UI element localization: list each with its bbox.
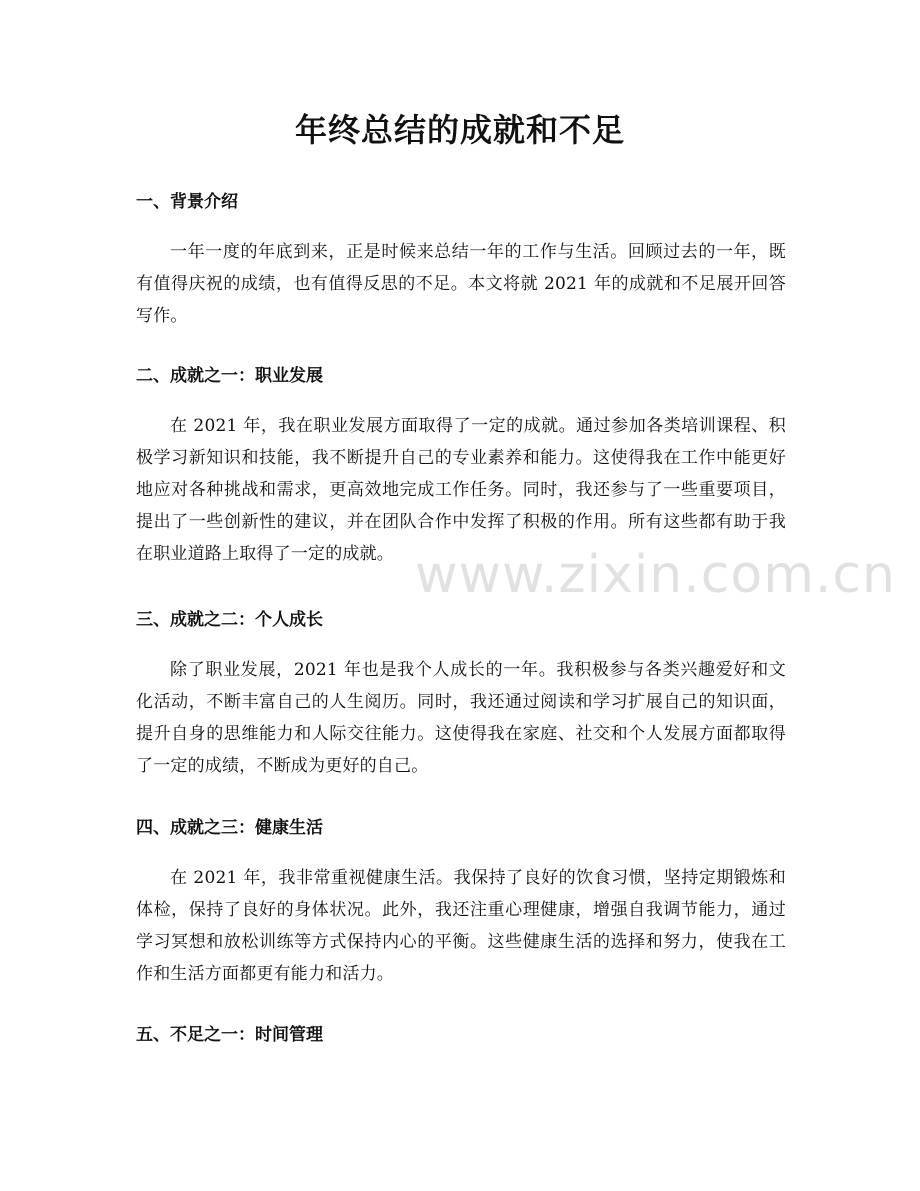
section-paragraph-healthy-life: 在 2021 年，我非常重视健康生活。我保持了良好的饮食习惯，坚持定期锻炼和体检，保持了良好的身体状况。此外，我还注重心理健康，增强自我调节能力，通过学习冥想和放松训练等方式保持内心的平衡。这些健康生活的选择和努力，使我在工作和生活方面都更有能力和活力。 [136, 868, 786, 984]
section-heading-career: 二、成就之一：职业发展 [136, 366, 323, 386]
section-paragraph-career: 在 2021 年，我在职业发展方面取得了一定的成就。通过参加各类培训课程、积极学习新知识和技能，我不断提升自己的专业素养和能力。这使得我在工作中能更好地应对各种挑战和需求，更高效地完成工作任务。同时，我还参与了一些重要项目，提出了一些创新性的建议，并在团队合作中发挥了积极的作用。所有这些都有助于我在职业道路上取得了一定的成就。 [136, 416, 786, 564]
section-paragraph-background: 一年一度的年底到来，正是时候来总结一年的工作与生活。回顾过去的一年，既有值得庆祝的成绩，也有值得反思的不足。本文将就 2021 年的成就和不足展开回答写作。 [136, 242, 786, 326]
document-title: 年终总结的成就和不足 [294, 111, 625, 149]
section-heading-personal-growth: 三、成就之二：个人成长 [136, 610, 323, 630]
section-heading-time-management: 五、不足之一：时间管理 [136, 1025, 323, 1045]
section-heading-healthy-life: 四、成就之三：健康生活 [136, 818, 323, 838]
watermark: www.zixin.com.cn [415, 545, 896, 605]
section-paragraph-personal-growth: 除了职业发展，2021 年也是我个人成长的一年。我积极参与各类兴趣爱好和文化活动，不断丰富自己的人生阅历。同时，我还通过阅读和学习扩展自己的知识面，提升自身的思维能力和人际交往能力。这使得我在家庭、社交和个人发展方面都取得了一定的成绩，不断成为更好的自己。 [136, 660, 786, 776]
section-heading-background: 一、背景介绍 [136, 192, 238, 212]
